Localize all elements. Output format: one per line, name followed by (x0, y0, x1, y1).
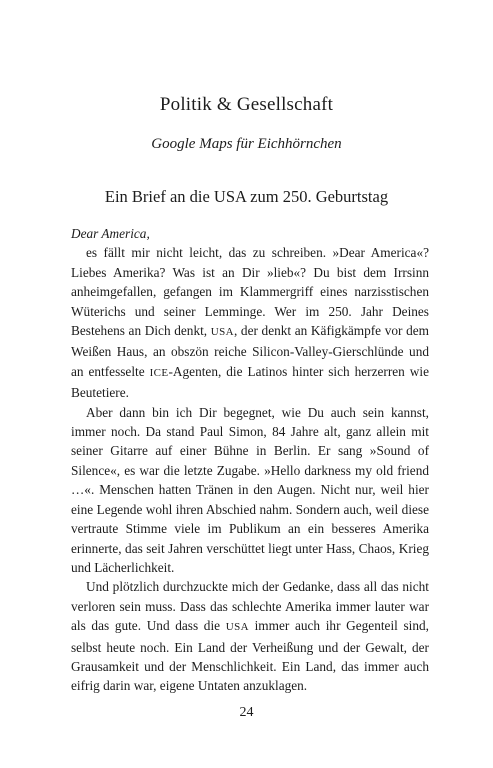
subtitle: Google Maps für Eichhörnchen (151, 136, 342, 152)
article-title: Ein Brief an die USA zum 250. Geburtstag (104, 187, 389, 206)
paragraph-3 (71, 577, 429, 695)
salutation: Dear America, (71, 226, 150, 241)
abbreviation-ice: ICE (149, 366, 169, 379)
paragraph-1-text-b: , der denkt an Käfigkämpfe vor dem Weißen Haus, an obszön reiche Silicon-Valley-Gierschlünde und an entfesselte (71, 323, 429, 379)
paragraph-1-text-c: -Agenten, die Latinos hinter sich herzerren wie Beutetiere. (71, 363, 429, 401)
section-title: Politik & Gesellschaft (159, 94, 334, 115)
paragraph-1-text-a: es fällt mir nicht leicht, das zu schreiben. »Dear America«? Liebes Amerika? Was ist an Dir »lieb«? Du bist dem Irrsinn anheimgefallen, gefangen im Klammergriff eines narzisstischen Wüterichs und seiner Lemminge. Wer im 250. Jahr Deines Bestehens an Dich denkt, (71, 245, 429, 339)
page-number: 24 (239, 705, 254, 720)
article-body (71, 224, 429, 696)
paragraph-3-text-b: immer auch ihr Gegenteil sind, selbst heute noch. Ein Land der Verheißung und der Gewalt, der Grausamkeit und der Menschlichkeit. Ein Land, das immer auch eifrig darin war, eigene Untaten anzuklagen. (71, 618, 429, 694)
paragraph-3-text-a: Und plötzlich durchzuckte mich der Gedanke, dass all das nicht verloren sein muss. Dass das schlechte Amerika immer lauter war als das gute. Und dass die (71, 579, 429, 634)
abbreviation-usa: USA (210, 326, 234, 339)
paragraph-1 (71, 243, 429, 402)
paragraph-2: Aber dann bin ich Dir begegnet, wie Du auch sein kannst, immer noch. Da stand Paul Simon, 84 Jahre alt, ganz allein mit seiner Gitarre auf einer Bühne in Berlin. Er sang »Sound of Silence«, es war die letzte Zugabe. »Hello darkness my old friend …«. Menschen hatten Tränen in den Augen. Nicht nur, weil hier eine Legende wohl ihren Abschied nahm. Sondern auch, weil diese vertraute Stimme viele im Publikum an ein besseres Amerika erinnerte, das seit Jahren verschüttet liegt unter Hass, Chaos, Krieg und Lächerlichkeit. (71, 404, 429, 575)
abbreviation-usa: USA (225, 621, 249, 634)
